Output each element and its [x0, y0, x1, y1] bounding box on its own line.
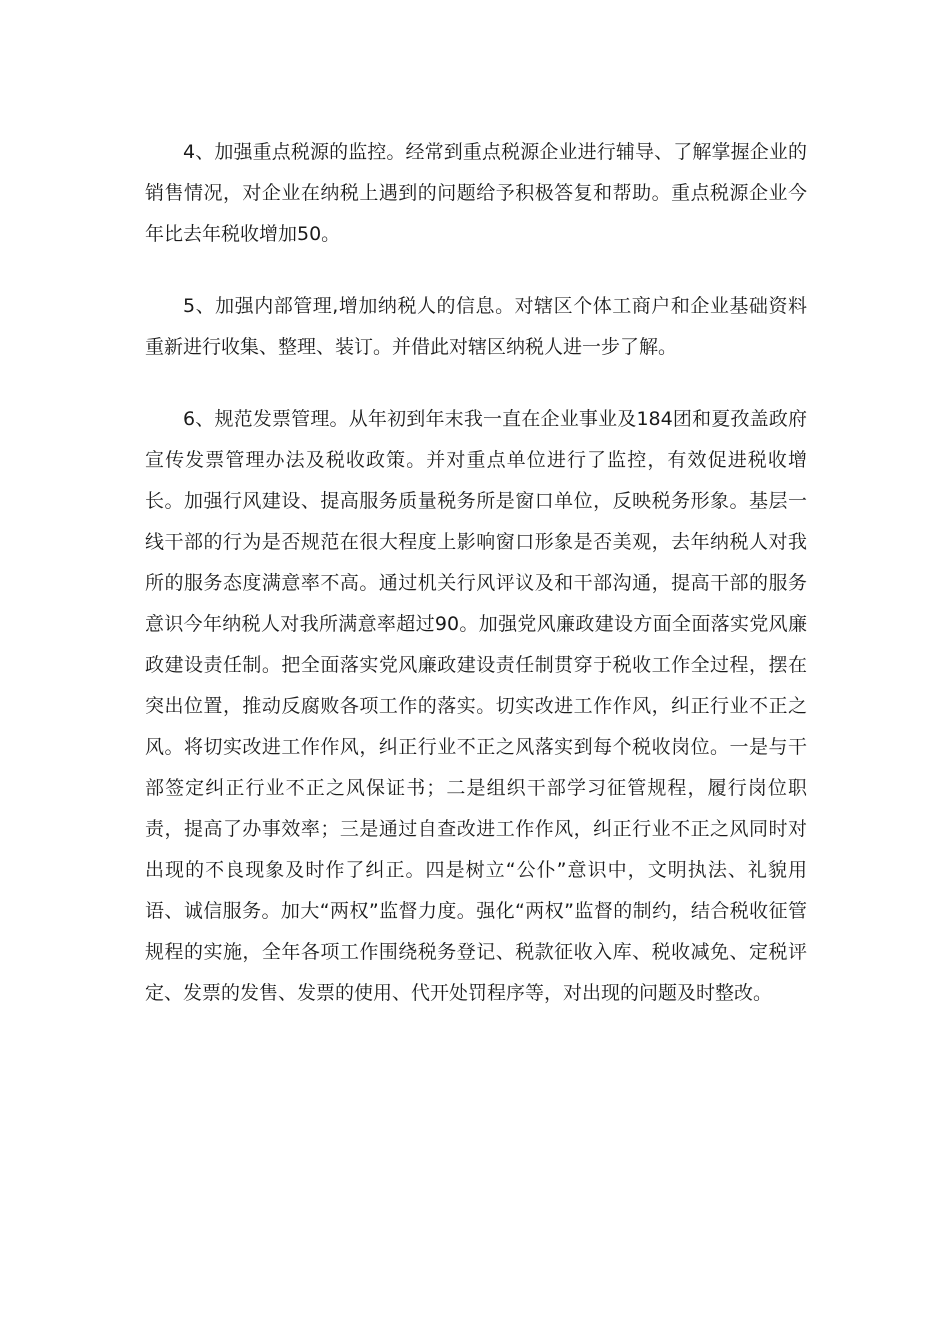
- paragraph-6: 6、规范发票管理。从年初到年末我一直在企业事业及184团和夏孜盖政府宣传发票管理办法及税收政策。并对重点单位进行了监控，有效促进税收增长。加强行风建设、提高服务质量税务所是窗口单位，反映税务形象。基层一线干部的行为是否规范在很大程度上影响窗口形象是否美观，去年纳税人对我所的服务态度满意率不高。通过机关行风评议及和干部沟通，提高干部的服务意识今年纳税人对我所满意率超过90。加强党风廉政建设方面全面落实党风廉政建设责任制。把全面落实党风廉政建设责任制贯穿于税收工作全过程，摆在突出位置，推动反腐败各项工作的落实。切实改进工作作风，纠正行业不正之风。将切实改进工作作风，纠正行业不正之风落实到每个税收岗位。一是与干部签定纠正行业不正之风保证书；二是组织干部学习征管规程，履行岗位职责，提高了办事效率；三是通过自查改进工作作风，纠正行业不正之风同时对出现的不良现象及时作了纠正。四是树立“公仆”意识中，文明执法、礼貌用语、诚信服务。加大“两权”监督力度。强化“两权”监督的制约，结合税收征管规程的实施，全年各项工作围绕税务登记、税款征收入库、税收减免、定税评定、发票的发售、发票的使用、代开处罚程序等，对出现的问题及时整改。: [145, 408, 807, 1004]
- document-body: [145, 132, 807, 1014]
- paragraph-4: 4、加强重点税源的监控。经常到重点税源企业进行辅导、了解掌握企业的销售情况，对企业在纳税上遇到的问题给予积极答复和帮助。重点税源企业今年比去年税收增加50。: [145, 141, 807, 245]
- paragraph-5: 5、加强内部管理,增加纳税人的信息。对辖区个体工商户和企业基础资料重新进行收集、整理、装订。并借此对辖区纳税人进一步了解。: [145, 295, 807, 358]
